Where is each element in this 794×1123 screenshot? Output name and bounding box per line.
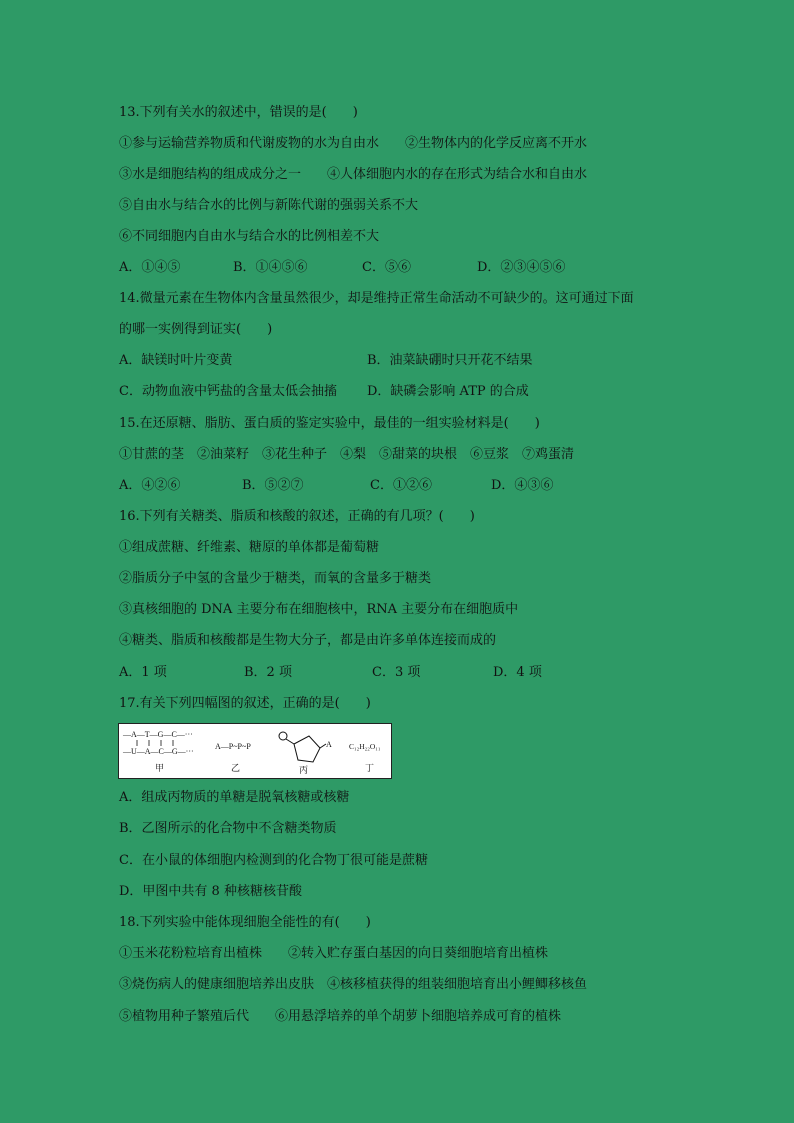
q17-option-d: D．甲图中共有 8 种核糖核苷酸 [119, 884, 302, 899]
figure-bing [279, 732, 326, 762]
q16-option-a: A．1 项 [119, 665, 167, 680]
pentose-ring-icon [294, 736, 320, 762]
q13-statement-4: ⑥不同细胞内自由水与结合水的比例相差不大 [119, 229, 380, 244]
figure-yi [215, 742, 251, 773]
bing-base-A: A [326, 740, 332, 749]
jia-label: 甲 [155, 763, 165, 773]
q16-option-b: B．2 项 [244, 665, 292, 680]
q15-option-a: A．④②⑥ [119, 478, 181, 493]
q16-option-c: C．3 项 [372, 665, 421, 680]
q17-option-b: B．乙图所示的化合物中不含糖类物质 [119, 821, 337, 836]
jia-strand-top: —A—T—G—C—··· [123, 730, 193, 739]
ding-formula: C₁₂H₂₂O₁₁ [349, 742, 381, 751]
q13-statement-3: ⑤自由水与结合水的比例与新陈代谢的强弱关系不大 [119, 198, 419, 213]
q14-option-c: C．动物血液中钙盐的含量太低会抽搐 [119, 384, 337, 399]
q17-option-a: A．组成丙物质的单糖是脱氧核糖或核糖 [119, 790, 350, 805]
q14-option-b: B．油菜缺硼时只开花不结果 [367, 353, 533, 368]
q16-stem: 16.下列有关糖类、脂质和核酸的叙述，正确的有几项？( ) [119, 509, 475, 524]
q16-statement-1: ①组成蔗糖、纤维素、糖原的单体都是葡萄糖 [119, 540, 380, 555]
q14-option-a: A．缺镁时叶片变黄 [119, 353, 233, 368]
q13-statement-1: ①参与运输营养物质和代谢废物的水为自由水 ②生物体内的化学反应离不开水 [119, 136, 588, 151]
q18-statement-1: ①玉米花粉粒培育出植株 ②转入贮存蛋白基因的向日葵细胞培育出植株 [119, 946, 549, 961]
q15-option-d: D．④③⑥ [491, 478, 554, 493]
q14-option-d: D．缺磷会影响 ATP 的合成 [367, 384, 529, 399]
q17-figure [118, 723, 392, 779]
yi-formula: A—P~P~P [215, 742, 251, 751]
q14-stem-line2: 的哪一实例得到证实( ) [119, 322, 273, 337]
q15-option-b: B．⑤②⑦ [242, 478, 304, 493]
q13-option-d: D．②③④⑤⑥ [477, 260, 566, 275]
q18-statement-2: ③烧伤病人的健康细胞培养出皮肤 ④核移植获得的组装细胞培育出小鲤鲫移核鱼 [119, 977, 588, 992]
phosphate-bond-icon [286, 739, 294, 744]
q16-statement-2: ②脂质分子中氢的含量少于糖类，而氧的含量多于糖类 [119, 571, 432, 586]
q16-option-d: D．4 项 [493, 665, 542, 680]
yi-label: 乙 [231, 763, 241, 773]
q13-stem: 13.下列有关水的叙述中，错误的是( ) [119, 105, 358, 120]
q17-option-c: C．在小鼠的体细胞内检测到的化合物丁很可能是蔗糖 [119, 853, 428, 868]
q15-stem: 15.在还原糖、脂肪、蛋白质的鉴定实验中，最佳的一组实验材料是( ) [119, 416, 540, 431]
q17-stem: 17.有关下列四幅图的叙述，正确的是( ) [119, 696, 371, 711]
bing-label: 丙 [299, 765, 309, 775]
q13-statement-2: ③水是细胞结构的组成成分之一 ④人体细胞内水的存在形式为结合水和自由水 [119, 167, 588, 182]
q18-statement-3: ⑤植物用种子繁殖后代 ⑥用悬浮培养的单个胡萝卜细胞培养成可育的植株 [119, 1009, 562, 1024]
q16-statement-4: ④糖类、脂质和核酸都是生物大分子，都是由许多单体连接而成的 [119, 633, 497, 648]
q13-option-b: B．①④⑤⑥ [233, 260, 308, 275]
jia-base-pair-lines [137, 740, 173, 746]
q18-stem: 18.下列实验中能体现细胞全能性的有( ) [119, 915, 371, 930]
q14-stem-line1: 14.微量元素在生物体内含量虽然很少，却是维持正常生命活动不可缺少的。这可通过下面 [119, 291, 634, 306]
figure-jia [122, 730, 194, 773]
q15-option-c: C．①②⑥ [370, 478, 432, 493]
jia-strand-bottom: —U—A—C—G—··· [123, 747, 194, 756]
phosphate-circle-icon [279, 732, 287, 740]
figure-ding [349, 742, 381, 773]
q13-option-a: A．①④⑤ [119, 260, 181, 275]
q13-option-c: C．⑤⑥ [362, 260, 411, 275]
ding-label: 丁 [365, 763, 375, 773]
q15-materials: ①甘蔗的茎 ②油菜籽 ③花生种子 ④梨 ⑤甜菜的块根 ⑥豆浆 ⑦鸡蛋清 [119, 447, 575, 462]
q16-statement-3: ③真核细胞的 DNA 主要分布在细胞核中，RNA 主要分布在细胞质中 [119, 602, 519, 617]
